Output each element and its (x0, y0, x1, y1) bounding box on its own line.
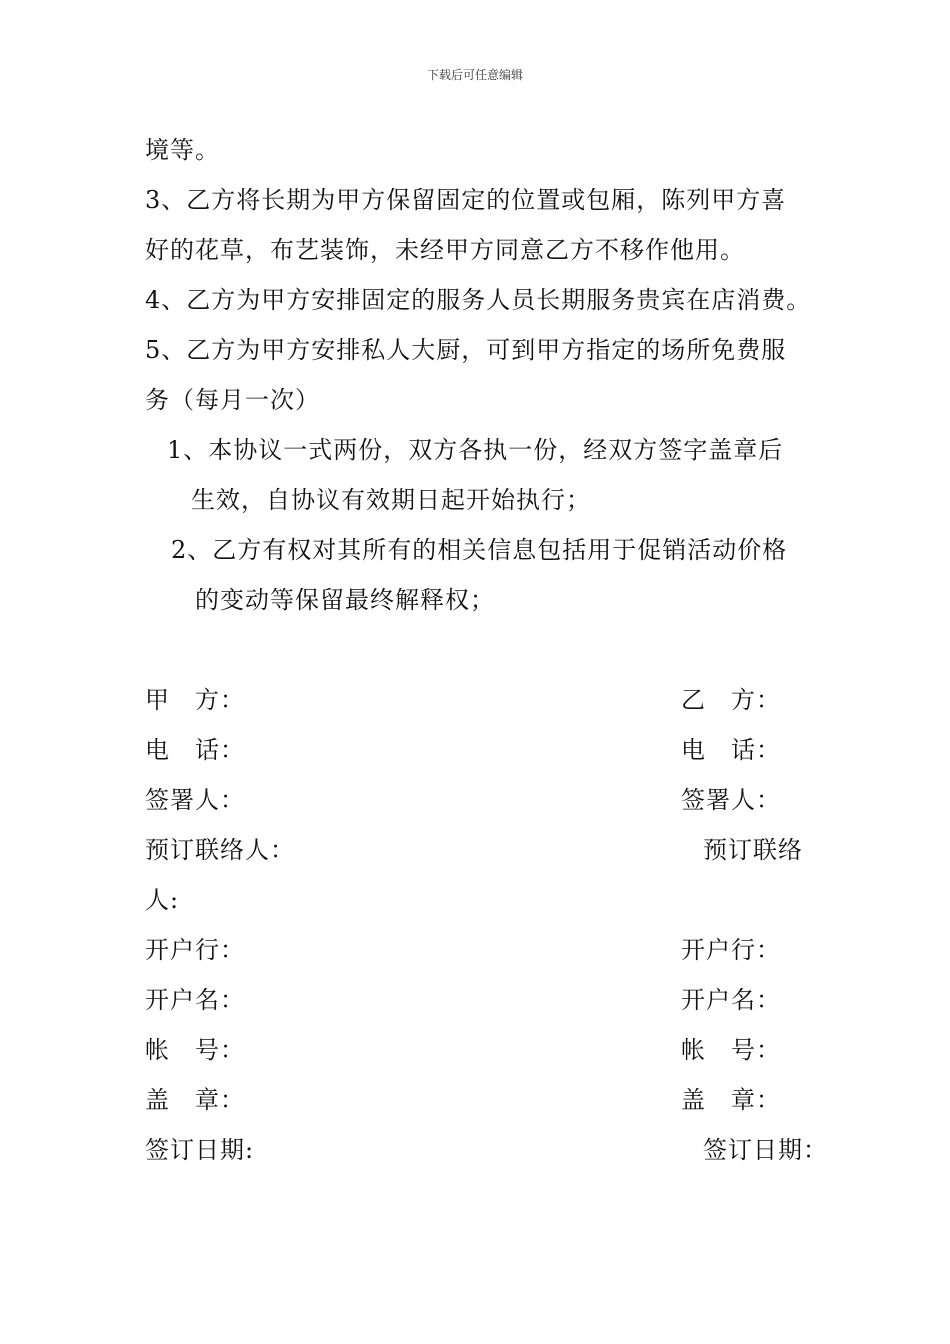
note-2-line-2: 的变动等保留最终解释权； (195, 586, 495, 614)
party-a-signer-label: 签署人： (145, 786, 245, 814)
party-b-account-no-label: 帐 号： (681, 1036, 781, 1064)
note-2-line-1: 2、乙方有权对其所有的相关信息包括用于促销活动价格 (171, 536, 788, 564)
clause-5-line-1: 5、乙方为甲方安排私人大厨，可到甲方指定的场所免费服 (145, 336, 787, 364)
party-b-label: 乙 方： (681, 686, 781, 714)
party-b-signer-label: 签署人： (681, 786, 781, 814)
note-1-line-2: 生效，自协议有效期日起开始执行； (191, 486, 591, 514)
party-a-label: 甲 方： (145, 686, 245, 714)
clause-5-line-2: 务（每月一次） (145, 386, 320, 414)
note-1-line-1: 1、本协议一式两份，双方各执一份，经双方签字盖章后 (167, 436, 784, 464)
party-b-bank-label: 开户行： (681, 936, 781, 964)
clause-3-line-2: 好的花草，布艺装饰，未经甲方同意乙方不移作他用。 (145, 236, 745, 264)
party-b-phone-label: 电 话： (681, 736, 781, 764)
clause-4: 4、乙方为甲方安排固定的服务人员长期服务贵宾在店消费。 (145, 286, 812, 314)
party-a-date-label: 签订日期: (145, 1136, 255, 1164)
clause-3-line-1: 3、乙方将长期为甲方保留固定的位置或包厢，陈列甲方喜 (145, 186, 787, 214)
party-a-seal-label: 盖 章： (145, 1086, 245, 1114)
party-b-seal-label: 盖 章： (681, 1086, 781, 1114)
party-a-contact-label: 预订联络人： (145, 836, 295, 864)
page-header: 下载后可任意编辑 (426, 68, 523, 82)
party-a-account-no-label: 帐 号： (145, 1036, 245, 1064)
party-a-account-name-label: 开户名： (145, 986, 245, 1014)
party-b-contact-label: 预订联络 (703, 836, 803, 864)
party-b-contact-label-wrap: 人: (145, 886, 180, 914)
body-line: 境等。 (145, 136, 220, 164)
party-a-bank-label: 开户行： (145, 936, 245, 964)
party-a-phone-label: 电 话： (145, 736, 245, 764)
party-b-date-label: 签订日期： (703, 1136, 828, 1164)
party-b-account-name-label: 开户名： (681, 986, 781, 1014)
